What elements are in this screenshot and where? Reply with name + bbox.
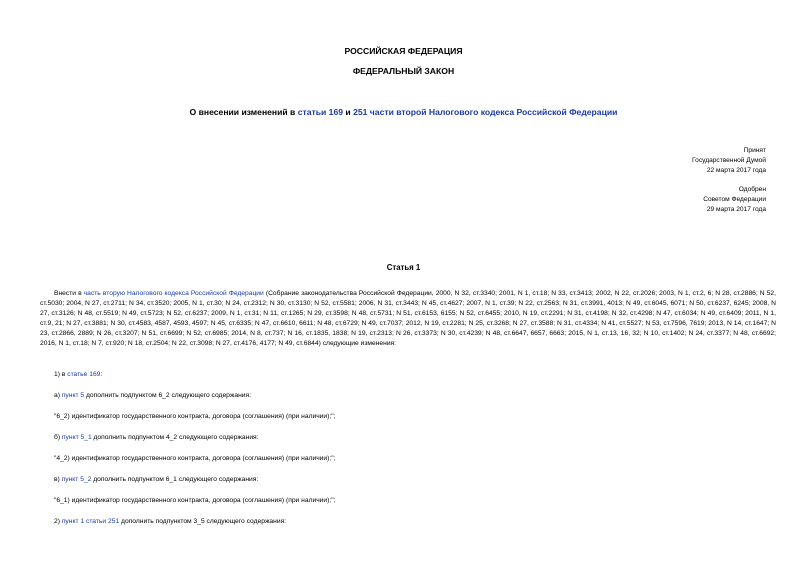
article-heading: Статья 1 [386, 263, 421, 272]
intro-link-tax-code[interactable]: часть вторую Налогового кодекса Российской Федерации [83, 290, 264, 297]
item-text: в) [54, 476, 62, 483]
title-link-article-251[interactable]: 251 [353, 107, 368, 117]
list-item [54, 413, 335, 420]
item-link[interactable]: пункт 5_1 [61, 434, 92, 441]
list-item [54, 434, 259, 441]
title-link-article-169[interactable]: статьи 169 [297, 107, 344, 117]
item-text: : [100, 371, 103, 378]
item-text: дополнить подпунктом 4_2 следующего содержания: [91, 434, 259, 441]
item-text: 1) в [54, 371, 68, 378]
item-text: дополнить подпунктом 3_5 следующего содержания: [119, 518, 287, 525]
country-heading: РОССИЙСКАЯ ФЕДЕРАЦИЯ [344, 46, 463, 56]
item-text: дополнить подпунктом 6_2 следующего содержания: [84, 392, 251, 399]
intro-text: (Собрание законодательства Российской Федерации, 2000, N 32, ст.3340; 2001, N 1, ст.18; N 33, ст.3413; 2002, N 22, ст.2026; 2003, N 1, ст.2, 6; N 28, ст.2886; N 52, ст.5030; 2004, N 27, ст.2711; N 34, ст.3520; 2005, N 1, ст.30; N 24, ст.2312; N 30, ст.3130; N 52, ст.5581; 2006, N 31, ст.3443; N 45, ст.4627; 2007, N 1, ст.39; N 22, ст.2563; N 31, ст.3991, 4013; N 49, ст.6045, 6071; N 50, ст.6237, 6245; 2008, N 27, ст.3126; N 48, ст.5519; N 49, ст.5723; N 52, ст.6237; 2009, N 1, ст.31; N 11, ст.1265; N 29, ст.3598; N 48, ст.5731; N 51, ст.6153, 6155; N 52, ст.6455; 2010, N 19, ст.2291; N 31, ст.4198; N 32, ст.4298; N 47, ст.6034; N 49, ст.6409; 2011, N 1, ст.9, 21; N 27, ст.3881; N 30, ст.4583, 4587, 4593, 4597; N 45, ст.6335; N 47, ст.6610, 6611; N 48, ст.6729; N 49, ст.7037; 2012, N 19, ст.2281; N 25, ст.3268; N 27, ст.3588; N 31, ст.4334; N 41, ст.5527; N 53, ст.7596, 7619; 2013, N 14, ст.1647; N 23, ст.2866, 2889; N 26, ст.3207; N 51, ст.6699; N 52, ст.6985; 2014, N 8, ст.737; N 16, ст.1835, 1838; N 19, ст.2313; N 26, ст.3373; N 30, ст.4239; N 48, ст.6647, 6657, 6663; 2015, N 1, ст.13, 16, 32; N 10, ст.1402; N 24, ст.3377; N 48, ст.6692; 2016, N 1, ст.18; N 7, ст.920; N 18, ст.2504; N 22, ст.3098; N 27, ст.4176, 4177; N 49, ст.6844) следующие изменения: [40, 290, 776, 348]
list-item [54, 476, 258, 483]
law-title [0, 107, 807, 117]
intro-prefix: Внести в [54, 290, 84, 297]
item-text: дополнить подпунктом 6_1 следующего содержания: [91, 476, 259, 483]
item-text: "6_2) идентификатор государственного контракта, договора (соглашения) (при наличии);"; [54, 413, 336, 420]
approval-line-1: Одобрен [738, 186, 766, 193]
title-prefix: О внесении изменений в [189, 107, 298, 117]
item-link[interactable]: пункт 1 статьи 251 [61, 518, 120, 525]
list-item [54, 455, 335, 462]
adoption-line-1: Принят [743, 147, 766, 154]
adoption-date: 22 марта 2017 года [706, 167, 766, 174]
item-text: "6_1) идентификатор государственного контракта, договора (соглашения) (при наличии);"; [54, 497, 336, 504]
list-item [54, 392, 251, 399]
approval-date: 29 марта 2017 года [706, 206, 766, 213]
item-text: 2) [54, 518, 62, 525]
list-item [54, 518, 286, 525]
approval-line-2: Советом Федерации [703, 196, 766, 203]
intro-paragraph [40, 289, 776, 350]
list-item [54, 371, 102, 378]
title-link-tax-code[interactable]: части второй Налогового кодекса Российской Федерации [367, 107, 618, 117]
list-item [54, 497, 335, 504]
approval-block [703, 185, 766, 215]
item-text: а) [54, 392, 62, 399]
item-text: "4_2) идентификатор государственного контракта, договора (соглашения) (при наличии);"; [54, 455, 336, 462]
law-type-heading: ФЕДЕРАЛЬНЫЙ ЗАКОН [352, 66, 455, 76]
item-link[interactable]: статье 169 [67, 371, 101, 378]
item-text: б) [54, 434, 62, 441]
item-link[interactable]: пункт 5_2 [61, 476, 92, 483]
adoption-line-2: Государственной Думой [692, 157, 766, 164]
item-link[interactable]: пункт 5 [61, 392, 85, 399]
title-mid: и [343, 107, 354, 117]
adoption-block [692, 146, 766, 176]
